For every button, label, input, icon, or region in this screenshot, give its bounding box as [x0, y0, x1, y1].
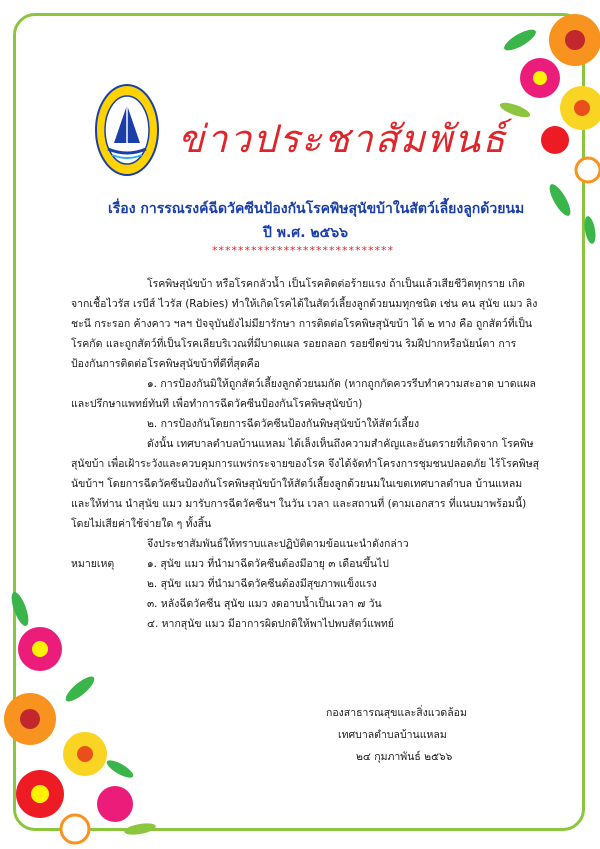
announcement-body — [71, 274, 541, 634]
note-item: ๔. หากสุนัข แมว มีอาการผิดปกติให้พาไปพบสัตว์แพทย์ — [147, 618, 394, 630]
signature-block — [326, 702, 467, 768]
notes-list — [147, 554, 541, 634]
note-item: ๑. สุนัข แมว ที่นำมาฉีดวัคซีนต้องมีอายุ ๓ เดือนขึ้นไป — [147, 558, 389, 570]
star-divider: **************************** — [212, 244, 394, 257]
prevention-item-1: ๑. การป้องกันมิให้ถูกสัตว์เลี้ยงลูกด้วยนมกัด (หากถูกกัดควรรีบทำความสะอาด บาดแผลและปรึกษาแพทย์ทันที เพื่อทำการฉีดวัคซีนป้องกันโรคพิษสุนัขบ้า) — [71, 378, 536, 410]
page-title: ข่าวประชาสัมพันธ์ — [178, 117, 508, 161]
signature-date: ๒๔ กุมภาพันธ์ ๒๕๖๖ — [356, 751, 453, 763]
prevention-item-2: ๒. การป้องกันโดยการฉีดวัคซีนป้องกันพิษสุนัขบ้าให้สัตว์เลี้ยง — [147, 418, 420, 430]
subject-line: เรื่อง การรณรงค์ฉีดวัคซีนป้องกันโรคพิษสุนัขบ้าในสัตว์เลี้ยงลูกด้วยนม — [108, 201, 525, 217]
paragraph-action: ดังนั้น เทศบาลตำบลบ้านแหลม ได้เล็งเห็นถึงความสำคัญและอันตรายที่เกิดจาก โรคพิษสุนัขบ้า เพื่อเฝ้าระวังและควบคุมการแพร่กระจายของโรค จึงได้จัดทำโครงการชุมชนปลอดภัย ไร้โรคพิษสุนัขบ้าฯ โดยการฉีดวัคซีนป้องกันโรคพิษสุนัขบ้าให้สัตว์เลี้ยงลูกด้วยนมในเขตเทศบาลตำบล บ้านแหลม และให้ท่าน นำสุนัข แมว มารับการฉีดวัคซีนฯ ในวัน เวลา และสถานที่ (ตามเอกสาร ที่แนบมาพร้อมนี้) โดยไม่เสียค่าใช้จ่ายใด ๆ ทั้งสิ้น — [71, 438, 540, 530]
note-item: ๒. สุนัข แมว ที่นำมาฉีดวัคซีนต้องมีสุขภาพแข็งแรง — [147, 578, 377, 590]
subject-year: ปี พ.ศ. ๒๕๖๖ — [263, 225, 348, 241]
note-item: ๓. หลังฉีดวัคซีน สุนัข แมว งดอาบน้ำเป็นเวลา ๗ วัน — [147, 598, 382, 610]
notes-heading: หมายเหตุ — [71, 558, 115, 570]
paragraph-closing: จึงประชาสัมพันธ์ให้ทราบและปฏิบัติตามข้อแนะนำดังกล่าว — [147, 538, 409, 550]
signature-organization: เทศบาลตำบลบ้านแหลม — [338, 729, 447, 741]
notes-section — [71, 554, 541, 634]
signature-department: กองสาธารณสุขและสิ่งแวดล้อม — [326, 707, 467, 719]
municipality-logo — [94, 83, 160, 177]
paragraph-intro: โรคพิษสุนัขบ้า หรือโรคกลัวน้ำ เป็นโรคติดต่อร้ายแรง ถ้าเป็นแล้วเสียชีวิตทุกราย เกิดจากเชื้อไวรัส เรบีส์ ไวรัส (Rabies) ทำให้เกิดโรคได้ในสัตว์เลี้ยงลูกด้วยนมทุกชนิด เช่น คน สุนัข แมว ลิง ชะนี กระรอก ค้างคาว ฯลฯ ปัจจุบันยังไม่มียารักษา การติดต่อโรคพิษสุนัขบ้า ได้ ๒ ทาง คือ ถูกสัตว์ที่เป็นโรคกัด และถูกสัตว์ที่เป็นโรคเลียบริเวณที่มีบาดแผล รอยถลอก รอยขีดข่วน ริมฝีปากหรือนัยน์ตา การป้องกันการติดต่อโรคพิษสุนัขบ้าที่ดีที่สุดคือ — [71, 278, 538, 370]
